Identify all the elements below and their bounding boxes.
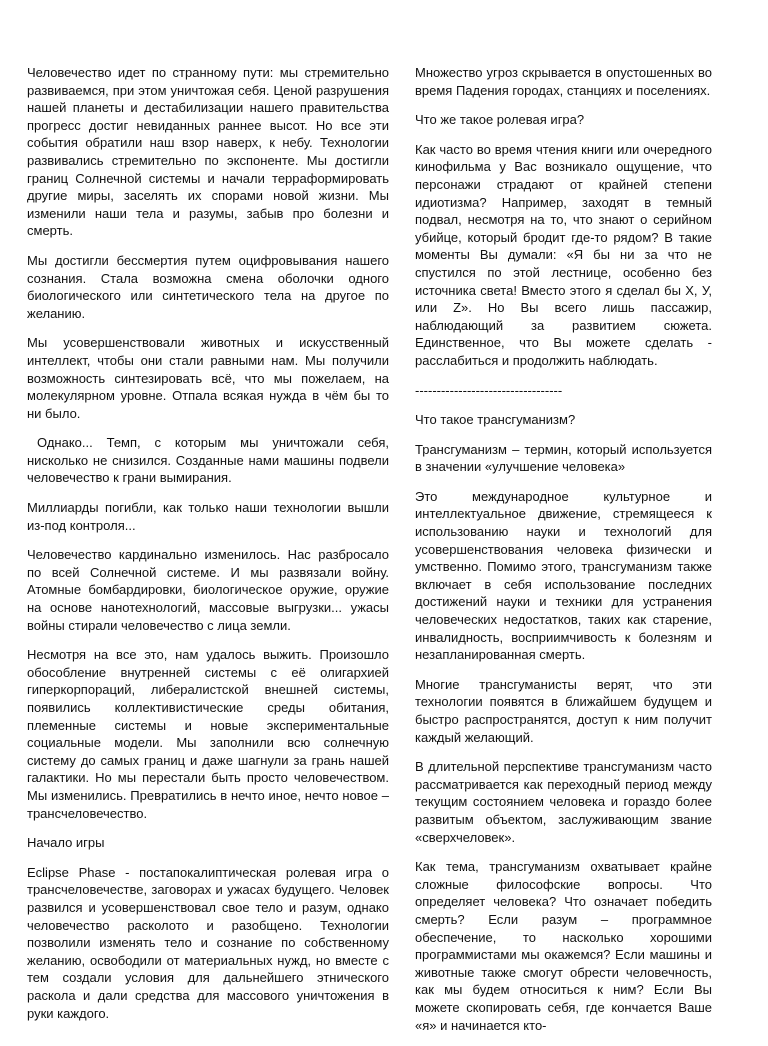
paragraph: Мы усовершенствовали животных и искусственный интеллект, чтобы они стали равными нам. Мы получили возможность синтезировать всё, что мы пожелаем, на молекулярном уровне. Отпала всякая нужда в чём бы то ни было.: [27, 335, 389, 421]
section-heading: Что такое трансгуманизм?: [415, 412, 576, 428]
paragraph: Человечество идет по странному пути: мы стремительно развиваемся, при этом уничтожая себя. Ценой разрушения нашей планеты и дестабилизации нашего правительства прогресс достиг невиданных раннее высот. Но все эти события обратили наш взор наверх, к небу. Технологии развивались стремительно по экспоненте. Мы достигли границ Солнечной системы и начали терраформировать другие миры, заселять их спорами новой жизни. Мы изменили наши тела и разумы, забыв про болезни и смерть.: [27, 65, 389, 239]
paragraph: Трансгуманизм – термин, который используется в значении «улучшение человека»: [415, 441, 712, 475]
right-column: [415, 64, 712, 1046]
section-heading: Что же такое ролевая игра?: [415, 112, 585, 128]
paragraph: Как тема, трансгуманизм охватывает крайне сложные философские вопросы. Что определяет человека? Что означает победить смерть? Если разум – программное обеспечение, то насколько хорошими программистами мы окажемся? Если машины и животные также смогут обрести человечность, как мы будем относиться к ним? Если Вы можете скопировать себя, где кончается Ваше «я» и начинается кто-: [415, 859, 712, 1033]
paragraph: Как часто во время чтения книги или очередного кинофильма у Вас возникало ощущение, что персонажи страдают от крайней степени идиотизма? Например, заходят в темный подвал, несмотря на то, что знают о серийном убийце, который бродит где-то рядом? В такие моменты Вы думали: «Я бы ни за что не спустился по этой лестнице, особенно без источника света! Вместо этого я сделал бы X, У, или Z». Но Вы всего лишь пассажир, наблюдающий за развитием сюжета. Единственное, что Вы можете сделать - расслабиться и продолжить наблюдать.: [415, 141, 712, 368]
paragraph: Многие трансгуманисты верят, что эти технологии появятся в ближайшем будущем и быстро распространятся, доступ к ним получит каждый желающий.: [415, 676, 712, 745]
paragraph: Eclipse Phase - постапокалиптическая ролевая игра о трансчеловечестве, заговорах и ужасах будущего. Человек развился и усовершенствовал свое тело и разум, однако человечество расколото и разобщено. Технологии позволили изменять тело и сознание по собственному желанию, освободили от материальных нужд, но вместе с тем создали условия для дальнейшего этнического раскола и дали средства для массового уничтожения в руки каждого.: [27, 864, 389, 1021]
paragraph: Несмотря на все это, нам удалось выжить. Произошло обособление внутренней системы с её олигархией гиперкорпораций, либералистской внешней системы, появились коллективистические среды обитания, племенные системы и новые экспериментальные социальные модели. Мы заполнили всю солнечную систему до самых границ и даже шагнули за грань нашей галактики. Но мы перестали быть просто человечеством. Мы изменились. Превратились в нечто иное, нечто новое – трансчеловечество.: [27, 647, 389, 821]
paragraph: В длительной перспективе трансгуманизм часто рассматривается как переходный период между текущим состоянием человека и гораздо более развитым объектом, заслуживающим звание «сверхчеловек».: [415, 759, 712, 845]
paragraph: Человечество кардинально изменилось. Нас разбросало по всей Солнечной системе. И мы развязали войну. Атомные бомбардировки, биологическое оружие, оружие на основе нанотехнологий, массовые выгрузки... ужасы войны стирали человечество с лица земли.: [27, 547, 389, 633]
paragraph: Миллиарды погибли, как только наши технологии вышли из-под контроля...: [27, 500, 389, 533]
paragraph: Множество угроз скрывается в опустошенных во время Падения городах, станциях и поселениях.: [415, 65, 712, 98]
section-heading: Начало игры: [27, 835, 105, 851]
paragraph: Мы достигли бессмертия путем оцифровывания нашего сознания. Стала возможна смена оболочки одного биологического или синтетического тела на другое по желанию.: [27, 252, 389, 321]
left-column: [27, 64, 389, 1034]
divider-line: ----------------------------------: [415, 382, 563, 398]
paragraph: Однако... Темп, с которым мы уничтожали себя, нисколько не снизился. Созданные нами машины подвели человечество к грани вымирания.: [27, 435, 389, 486]
paragraph: Это международное культурное и интеллектуальное движение, стремящееся к использованию науки и технологий для усовершенствования человека физически и умственно. Помимо этого, трансгуманизм также включает в себя использование последних достижений науки и техники для устранения человеческих недостатков, таких как старение, инвалидность, восприимчивость к болезням и незапланированная смерть.: [415, 488, 712, 663]
